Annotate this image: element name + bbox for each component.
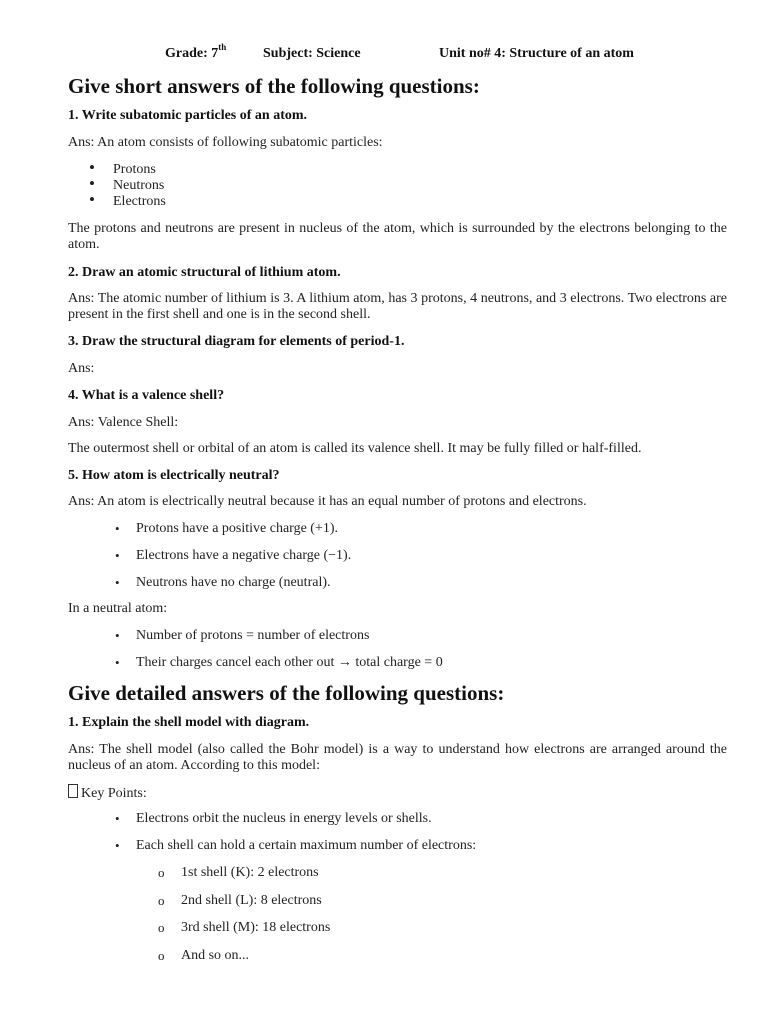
bullet-icon: [115, 547, 120, 565]
bullet-icon: [115, 810, 120, 828]
answer-2-line: Ans: The atomic number of lithium is 3. A lithium atom, has 3 protons, 4 neutrons, and 3 electrons. Two electrons are: [68, 291, 727, 306]
missing-glyph-icon: [68, 784, 78, 798]
list-item: Protons have a positive charge (+1).: [136, 521, 339, 536]
key-points-label: Key Points:: [81, 786, 147, 801]
question-5: 5. How atom is electrically neutral?: [68, 468, 280, 483]
bullet-icon: [115, 574, 120, 592]
list-item: Neutrons have no charge (neutral).: [136, 575, 331, 590]
circle-bullet-icon: [158, 864, 165, 882]
circle-bullet-icon: [158, 919, 165, 937]
sub-list-item: 3rd shell (M): 18 electrons: [181, 920, 331, 935]
question-2: 2. Draw an atomic structural of lithium atom.: [68, 265, 341, 280]
answer-1: Ans: An atom consists of following subatomic particles:: [68, 135, 383, 150]
detailed-answer-line: Ans: The shell model (also called the Bohr model) is a way to understand how electrons are arranged around the: [68, 742, 727, 757]
question-1: 1. Write subatomic particles of an atom.: [68, 108, 308, 123]
sub-list-item: 1st shell (K): 2 electrons: [181, 865, 319, 880]
list-item: Electrons have a negative charge (−1).: [136, 548, 352, 563]
list-item: Protons: [113, 162, 156, 177]
list-item: Electrons orbit the nucleus in energy levels or shells.: [136, 811, 432, 826]
paragraph-line: In a neutral atom:: [68, 601, 168, 616]
bullet-icon: [89, 191, 95, 210]
key-points-line: [68, 784, 147, 802]
list-item: Neutrons: [113, 178, 165, 193]
answer-3: Ans:: [68, 361, 95, 376]
paragraph-line: atom.: [68, 237, 100, 252]
detailed-question-1: 1. Explain the shell model with diagram.: [68, 715, 310, 730]
list-item: Their charges cancel each other out → total charge = 0: [136, 655, 443, 670]
list-item: Electrons: [113, 194, 166, 209]
paragraph-line: The outermost shell or orbital of an atom is called its valence shell. It may be fully filled or half-filled.: [68, 441, 642, 456]
sub-list-item: And so on...: [181, 948, 250, 963]
document-page: [68, 0, 727, 1024]
question-4: 4. What is a valence shell?: [68, 388, 225, 403]
answer-5: Ans: An atom is electrically neutral because it has an equal number of protons and electrons.: [68, 494, 587, 509]
bullet-icon: [115, 654, 120, 672]
sub-list-item: 2nd shell (L): 8 electrons: [181, 893, 322, 908]
detailed-answers-heading: Give detailed answers of the following questions:: [68, 681, 505, 705]
short-answers-heading: Give short answers of the following questions:: [68, 74, 480, 98]
bullet-icon: [115, 837, 120, 855]
grade-label: Grade: 7th: [165, 42, 227, 61]
unit-label: Unit no# 4: Structure of an atom: [439, 46, 634, 61]
circle-bullet-icon: [158, 892, 165, 910]
question-3: 3. Draw the structural diagram for elements of period-1.: [68, 334, 405, 349]
subject-label: Subject: Science: [263, 46, 361, 61]
list-item: Number of protons = number of electrons: [136, 628, 370, 643]
paragraph-line: The protons and neutrons are present in nucleus of the atom, which is surrounded by the electrons belonging to the: [68, 221, 727, 236]
bullet-icon: [115, 520, 120, 538]
circle-bullet-icon: [158, 947, 165, 965]
answer-4: Ans: Valence Shell:: [68, 415, 179, 430]
answer-2-line: present in the first shell and one is in the second shell.: [68, 307, 371, 322]
list-item: Each shell can hold a certain maximum number of electrons:: [136, 838, 477, 853]
bullet-icon: [115, 627, 120, 645]
detailed-answer-line: nucleus of an atom. According to this model:: [68, 758, 320, 773]
